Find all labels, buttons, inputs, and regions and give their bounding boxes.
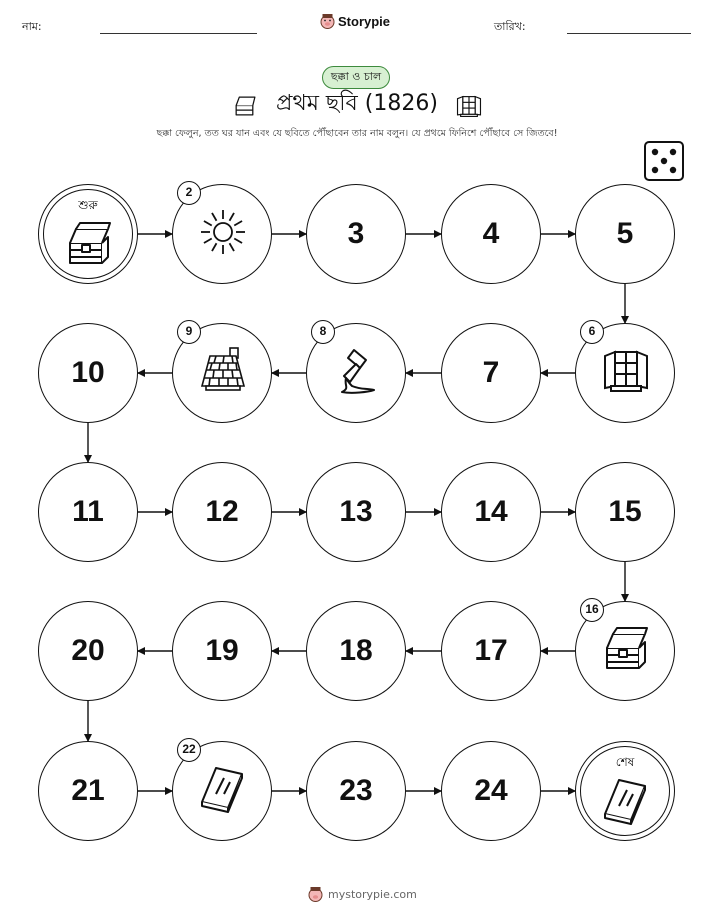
space-number: 23 [339, 774, 373, 807]
space-number: 20 [71, 634, 105, 667]
space-number: 14 [474, 495, 508, 528]
footer-url: mystorypie.com [328, 888, 417, 901]
space-number: 10 [71, 356, 105, 389]
board-space-2[interactable] [172, 184, 272, 284]
board-space-21[interactable] [38, 741, 138, 841]
treasure-chest-icon [601, 624, 651, 674]
board-space-3[interactable] [306, 184, 406, 284]
space-number-badge: 8 [311, 320, 335, 344]
board-space-7[interactable] [441, 323, 541, 423]
pig-mascot-icon [308, 886, 323, 903]
space-number: 12 [205, 495, 239, 528]
space-number: 15 [608, 495, 642, 528]
board-space-8[interactable] [306, 323, 406, 423]
space-number: 5 [616, 217, 634, 250]
space-number-badge: 2 [177, 181, 201, 205]
treasure-chest-icon [64, 219, 114, 269]
board-space-11[interactable] [38, 462, 138, 562]
space-number: 24 [474, 774, 508, 807]
space-number-badge: 9 [177, 320, 201, 344]
board-space-23[interactable] [306, 741, 406, 841]
board-space-10[interactable] [38, 323, 138, 423]
space-number: 4 [482, 217, 500, 250]
sun-icon [198, 207, 248, 257]
board-space-20[interactable] [38, 601, 138, 701]
page-title: প্রথম ছবি (1826) [276, 91, 438, 116]
space-number: 7 [482, 356, 500, 389]
date-label: তারিখ: [494, 20, 526, 33]
game-tag: ছক্কা ও চাল [322, 66, 390, 89]
board-space-4[interactable] [441, 184, 541, 284]
space-number: 11 [72, 495, 104, 528]
space-number: 19 [205, 634, 239, 667]
board-space-5[interactable] [575, 184, 675, 284]
space-number: 21 [71, 774, 105, 807]
space-number-badge: 22 [177, 738, 201, 762]
space-number-badge: 16 [580, 598, 604, 622]
space-number: 3 [347, 217, 365, 250]
space-number: 13 [339, 495, 373, 528]
board-space-12[interactable] [172, 462, 272, 562]
footer [308, 886, 417, 903]
finish-space[interactable] [575, 741, 675, 841]
board-space-14[interactable] [441, 462, 541, 562]
board-space-9[interactable] [172, 323, 272, 423]
board-space-16[interactable] [575, 601, 675, 701]
roof-icon [198, 346, 248, 396]
board-space-17[interactable] [441, 601, 541, 701]
board-space-19[interactable] [172, 601, 272, 701]
finish-label: শেষ [615, 755, 635, 769]
start-space[interactable] [38, 184, 138, 284]
instructions: ছক্কা ফেলুন, তত ঘর যান এবং যে ছবিতে পৌঁছাবেন তার নাম বলুন। যে প্রথমে ফিনিশে পৌঁছাবে সে জিতবে! [156, 128, 558, 139]
bottle-spill-icon [332, 346, 382, 396]
board-space-6[interactable] [575, 323, 675, 423]
start-label: শুরু [78, 198, 98, 212]
space-number: 17 [474, 634, 508, 667]
board-space-13[interactable] [306, 462, 406, 562]
glass-pane-icon [198, 764, 248, 814]
board-space-24[interactable] [441, 741, 541, 841]
brand-name: Storypie [338, 14, 391, 29]
glass-pane-icon [601, 776, 651, 826]
board-space-18[interactable] [306, 601, 406, 701]
space-number: 18 [339, 634, 373, 667]
name-label: নাম: [22, 20, 42, 33]
space-number-badge: 6 [580, 320, 604, 344]
board-space-22[interactable] [172, 741, 272, 841]
board-space-15[interactable] [575, 462, 675, 562]
window-icon [601, 346, 651, 396]
